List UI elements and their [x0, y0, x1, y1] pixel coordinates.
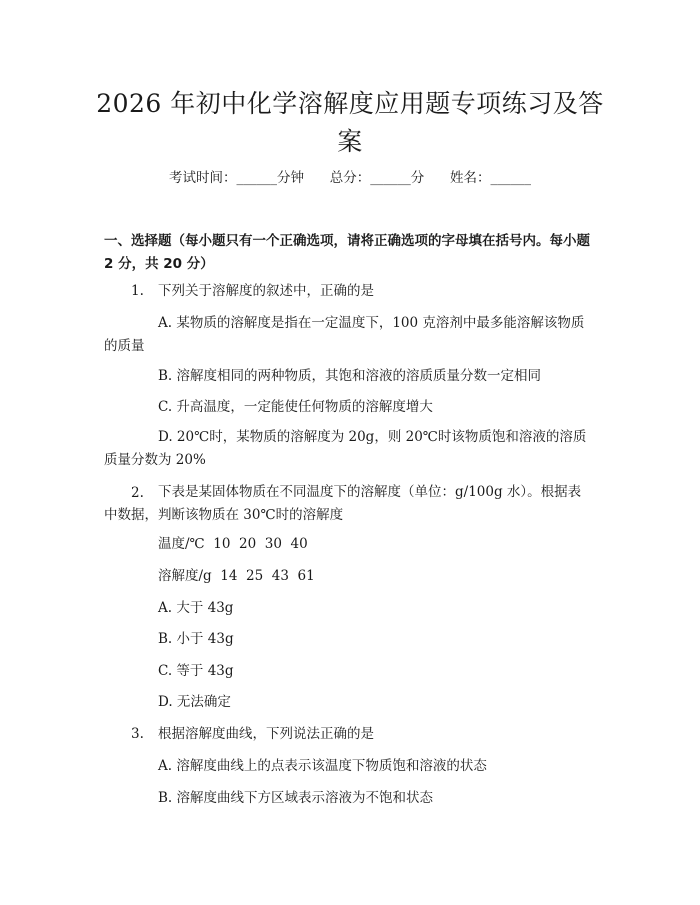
title-line-2: 案 — [337, 127, 363, 156]
table-row-temperature: 温度/℃ 10 20 30 40 — [158, 536, 308, 552]
question-stem: 根据溶解度曲线，下列说法正确的是 — [158, 726, 374, 742]
option-a: A. 大于 43g — [158, 600, 234, 616]
question-number: 3. — [131, 726, 144, 742]
question-number: 2. — [131, 485, 144, 501]
option-d: D. 20℃时，某物质的溶解度为 20g，则 20℃时该物质饱和溶液的溶质质量分数为 20% — [104, 429, 587, 468]
option-b: B. 溶解度曲线下方区域表示溶液为不饱和状态 — [158, 790, 434, 806]
option-a: A. 某物质的溶解度是指在一定温度下，100 克溶剂中最多能溶解该物质的质量 — [104, 315, 585, 354]
option-c: C. 等于 43g — [158, 663, 234, 679]
question-number: 1. — [131, 283, 144, 299]
question-stem: 下表是某固体物质在不同温度下的溶解度（单位：g/100g 水）。根据表中数据，判断该物质在 30℃时的溶解度 — [104, 484, 582, 523]
question-stem: 下列关于溶解度的叙述中，正确的是 — [158, 283, 374, 299]
option-b: B. 溶解度相同的两种物质，其饱和溶液的溶质质量分数一定相同 — [158, 368, 542, 384]
option-b: B. 小于 43g — [158, 631, 234, 647]
exam-info: 考试时间：______分钟 总分：______分 姓名：______ — [169, 170, 531, 186]
option-a: A. 溶解度曲线上的点表示该温度下物质饱和溶液的状态 — [158, 758, 487, 774]
option-d: D. 无法确定 — [158, 694, 231, 710]
section-heading: 一、选择题（每小题只有一个正确选项，请将正确选项的字母填在括号内。每小题 2 分，共 20 分） — [104, 233, 590, 272]
table-row-solubility: 溶解度/g 14 25 43 61 — [158, 568, 315, 584]
title-line-1: 2026 年初中化学溶解度应用题专项练习及答 — [96, 89, 604, 118]
option-c: C. 升高温度，一定能使任何物质的溶解度增大 — [158, 399, 433, 415]
